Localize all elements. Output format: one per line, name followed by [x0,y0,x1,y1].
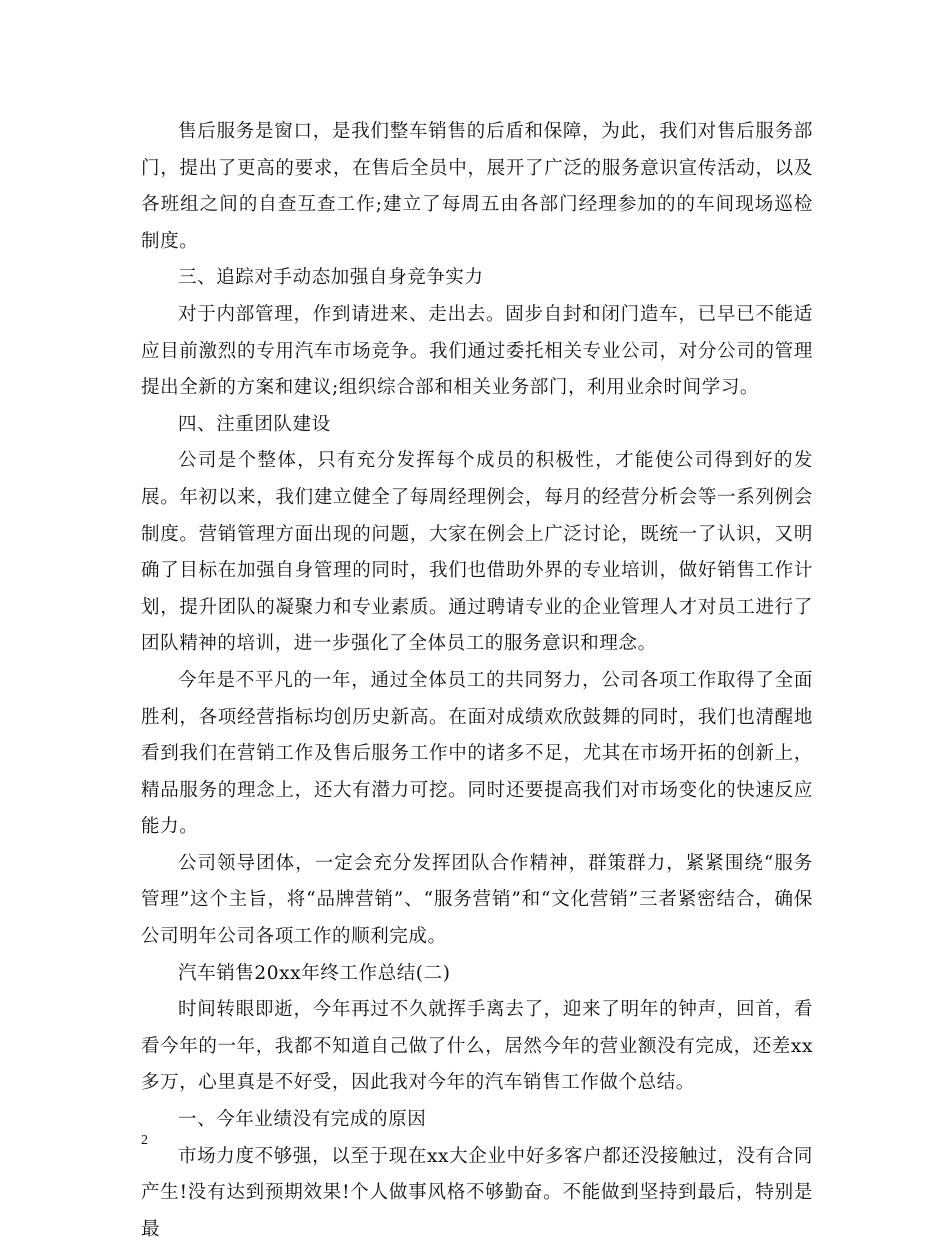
section-title-summary-two: 汽车销售20xx年终工作总结(二) [178,962,451,984]
document-body [141,114,813,1248]
paragraph-leadership: 公司领导团体，一定会充分发挥团队合作精神，群策群力，紧紧围绕“服务管理”这个主旨，将“品牌营销”、“服务营销”和“文化营销”三者紧密结合，确保公司明年公司各项工作的顺利完成。 [141,852,813,948]
paragraph-after-sales: 售后服务是窗口，是我们整车销售的后盾和保障，为此，我们对售后服务部门，提出了更高的要求，在售后全员中，展开了广泛的服务意识宣传活动，以及各班组之间的自查互查工作;建立了每周五由各部门经理参加的的车间现场巡检制度。 [141,121,813,252]
heading-performance-reasons: 一、今年业绩没有完成的原因 [178,1109,427,1131]
paragraph-year-review: 今年是不平凡的一年，通过全体员工的共同努力，公司各项工作取得了全面胜利，各项经营指标均创历史新高。在面对成绩欢欣鼓舞的同时，我们也清醒地看到我们在营销工作及售后服务工作中的诸多不足，尤其在市场开拓的创新上，精品服务的理念上，还大有潜力可挖。同时还要提高我们对市场变化的快速反应能力。 [141,669,813,838]
heading-team-building: 四、注重团队建设 [178,413,331,435]
paragraph-market-effort: 市场力度不够强，以至于现在xx大企业中好多客户都还没接触过，没有合同产生!没有达到预期效果!个人做事风格不够勤奋。不能做到坚持到最后，特别是最 [141,1145,813,1240]
heading-competitor-tracking: 三、追踪对手动态加强自身竞争实力 [178,267,484,289]
page-number: 2 [141,1133,148,1148]
paragraph-time-passes: 时间转眼即逝，今年再过不久就挥手离去了，迎来了明年的钟声，回首，看看今年的一年，我都不知道自己做了什么，居然今年的营业额没有完成，还差xx多万，心里真是不好受，因此我对今年的汽车销售工作做个总结。 [141,999,813,1094]
paragraph-team-building: 公司是个整体，只有充分发挥每个成员的积极性，才能使公司得到好的发展。年初以来，我们建立健全了每周经理例会，每月的经营分析会等一系列例会制度。营销管理方面出现的问题，大家在例会上广泛讨论，既统一了认识，又明确了目标在加强自身管理的同时，我们也借助外界的专业培训，做好销售工作计划，提升团队的凝聚力和专业素质。通过聘请专业的企业管理人才对员工进行了团队精神的培训，进一步强化了全体员工的服务意识和理念。 [141,450,813,655]
paragraph-internal-management: 对于内部管理，作到请进来、走出去。固步自封和闭门造车，已早已不能适应目前激烈的专用汽车市场竞争。我们通过委托相关专业公司，对分公司的管理提出全新的方案和建议;组织综合部和相关业务部门，利用业余时间学习。 [141,303,813,399]
